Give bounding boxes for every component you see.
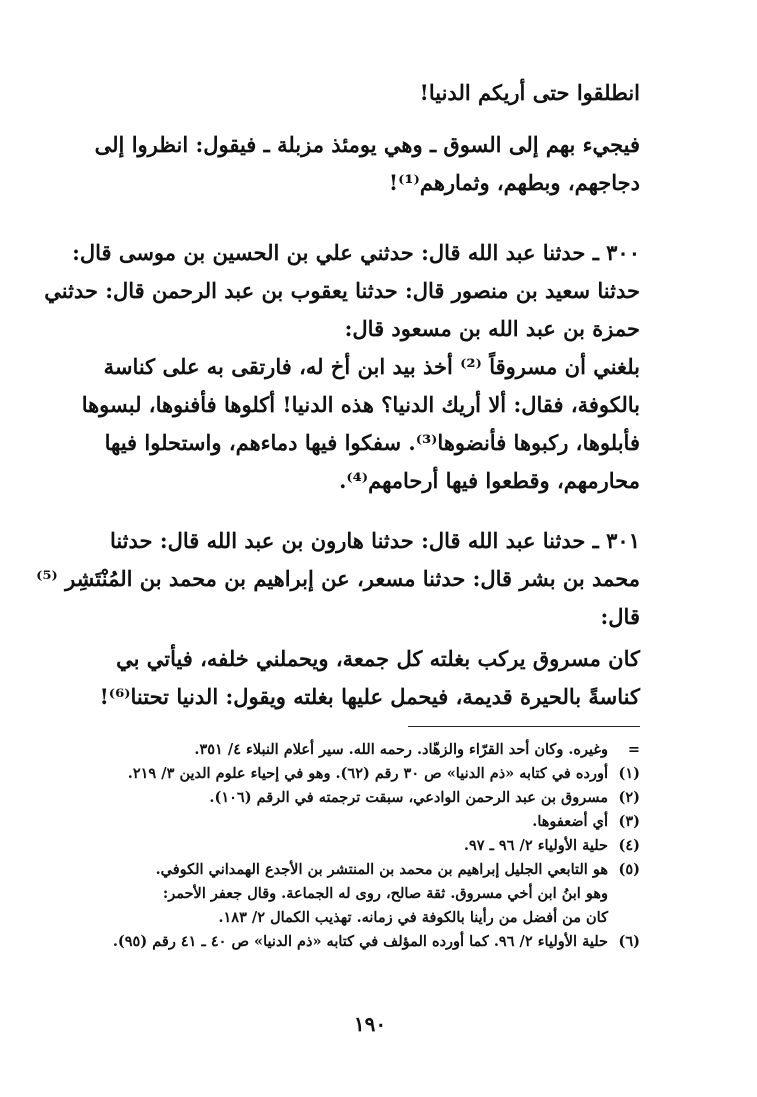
- footnote: [130, 810, 640, 834]
- text-line: حمزة بن عبد الله بن مسعود قال:: [344, 316, 640, 341]
- hadith-301-matn: [60, 640, 640, 716]
- text-line: فيجيء بهم إلى السوق ـ وهي يومئذ مزبلة ـ فيقول: انظروا إلى: [94, 132, 640, 157]
- footnote-text: أورده في كتابه «ذم الدنيا» ص ٣٠ رقم (٦٢). وهو في إحياء علوم الدين ٣/ ٢١٩.: [127, 765, 608, 782]
- text-line: ٣٠٠ ـ حدثنا عبد الله قال: حدثني علي بن الحسين بن موسى قال:: [72, 240, 640, 265]
- footnote-text: حلية الأولياء ٢/ ٩٦. كما أورده المؤلف في كتابه «ذم الدنيا» ص ٤٠ ـ ٤١ رقم (٩٥).: [112, 933, 608, 950]
- text-line: قال:: [600, 604, 640, 629]
- text-line: حدثنا سعيد بن منصور قال: حدثنا يعقوب بن عبد الرحمن قال: حدثني: [44, 278, 640, 303]
- footnote-text: حلية الأولياء ٢/ ٩٦ ـ ٩٧.: [463, 837, 608, 854]
- footnote-mark: [608, 906, 640, 930]
- footnote: [112, 930, 640, 954]
- text-line: بالكوفة، فقال: ألا أريك الدنيا؟ هذه الدنيا! أكلوها فأفنوها، لبسوها: [81, 392, 640, 417]
- footnote-mark: (٦): [618, 933, 640, 950]
- text-line: ٣٠١ ـ حدثنا عبد الله قال: حدثنا هارون بن عبد الله قال: حدثنا: [109, 528, 640, 553]
- page-number: ١٩٠: [353, 1012, 387, 1036]
- footnote: [130, 858, 640, 882]
- footnote-continuation: [130, 906, 640, 930]
- text-line: دجاجهم، وبطهم، وثمارهم⁽¹⁾!: [388, 170, 640, 195]
- text-line: محارمهم، وقطعوا فيها أرحامهم⁽⁴⁾.: [339, 468, 640, 493]
- footnote: [127, 762, 640, 786]
- footnote-text: كان من أفضل من رأينا بالكوفة في زمانه. تهذيب الكمال ٢/ ١٨٣.: [218, 909, 608, 926]
- footnote-mark: (١): [618, 765, 640, 782]
- paragraph-1: [60, 74, 640, 112]
- paragraph-2: [60, 126, 640, 202]
- footnote: [130, 834, 640, 858]
- hadith-300-matn: [60, 348, 640, 500]
- footnote-text: أي أضعفوها.: [532, 813, 608, 830]
- footnote-text: وهو ابنُ ابن أخي مسروق. ثقة صالح، روى له الجماعة. وقال جعفر الأحمر:: [162, 885, 608, 902]
- footnote: [130, 786, 640, 810]
- text-line: كناسةً بالحيرة قديمة، فيحمل عليها بغلته ويقول: الدنيا تحتنا⁽⁶⁾!: [99, 684, 640, 709]
- text-line: انطلقوا حتى أريكم الدنيا!: [419, 80, 640, 105]
- hadith-301-isnad: [36, 522, 640, 636]
- footnote-mark: (٥): [618, 861, 640, 878]
- footnote-mark: (٢): [618, 789, 640, 806]
- footnote: [130, 738, 640, 762]
- hadith-300-isnad: [44, 234, 640, 348]
- footnote-continuation: [130, 882, 640, 906]
- text-line: فأبلوها، ركبوها فأنضوها⁽³⁾. سفكوا فيها دماءهم، واستحلوا فيها: [104, 430, 640, 455]
- footnote-text: وغيره. وكان أحد القرّاء والزهّاد. رحمه الله. سير أعلام النبلاء ٤/ ٣٥١.: [194, 741, 608, 758]
- footnote-text: مسروق بن عبد الرحمن الوادعي، سبقت ترجمته في الرقم (١٠٦).: [209, 789, 608, 806]
- footnotes: [112, 738, 640, 954]
- footnote-mark: (٤): [618, 837, 640, 854]
- footnote-mark: [608, 882, 640, 906]
- text-line: بلغني أن مسروقاً ⁽²⁾ أخذ بيد ابن أخ له، فارتقى به على كناسة: [103, 354, 640, 379]
- footnote-text: هو التابعي الجليل إبراهيم بن محمد بن المنتشر بن الأجدع الهمداني الكوفي.: [155, 861, 608, 878]
- footnote-separator: [408, 726, 640, 727]
- text-line: محمد بن بشر قال: حدثنا مسعر، عن إبراهيم بن محمد بن المُنْتَشِر ⁽⁵⁾: [36, 566, 640, 591]
- text-line: كان مسروق يركب بغلته كل جمعة، ويحملني خلفه، فيأتي بي: [116, 646, 640, 671]
- footnote-mark: =: [627, 741, 640, 758]
- footnote-mark: (٣): [618, 813, 640, 830]
